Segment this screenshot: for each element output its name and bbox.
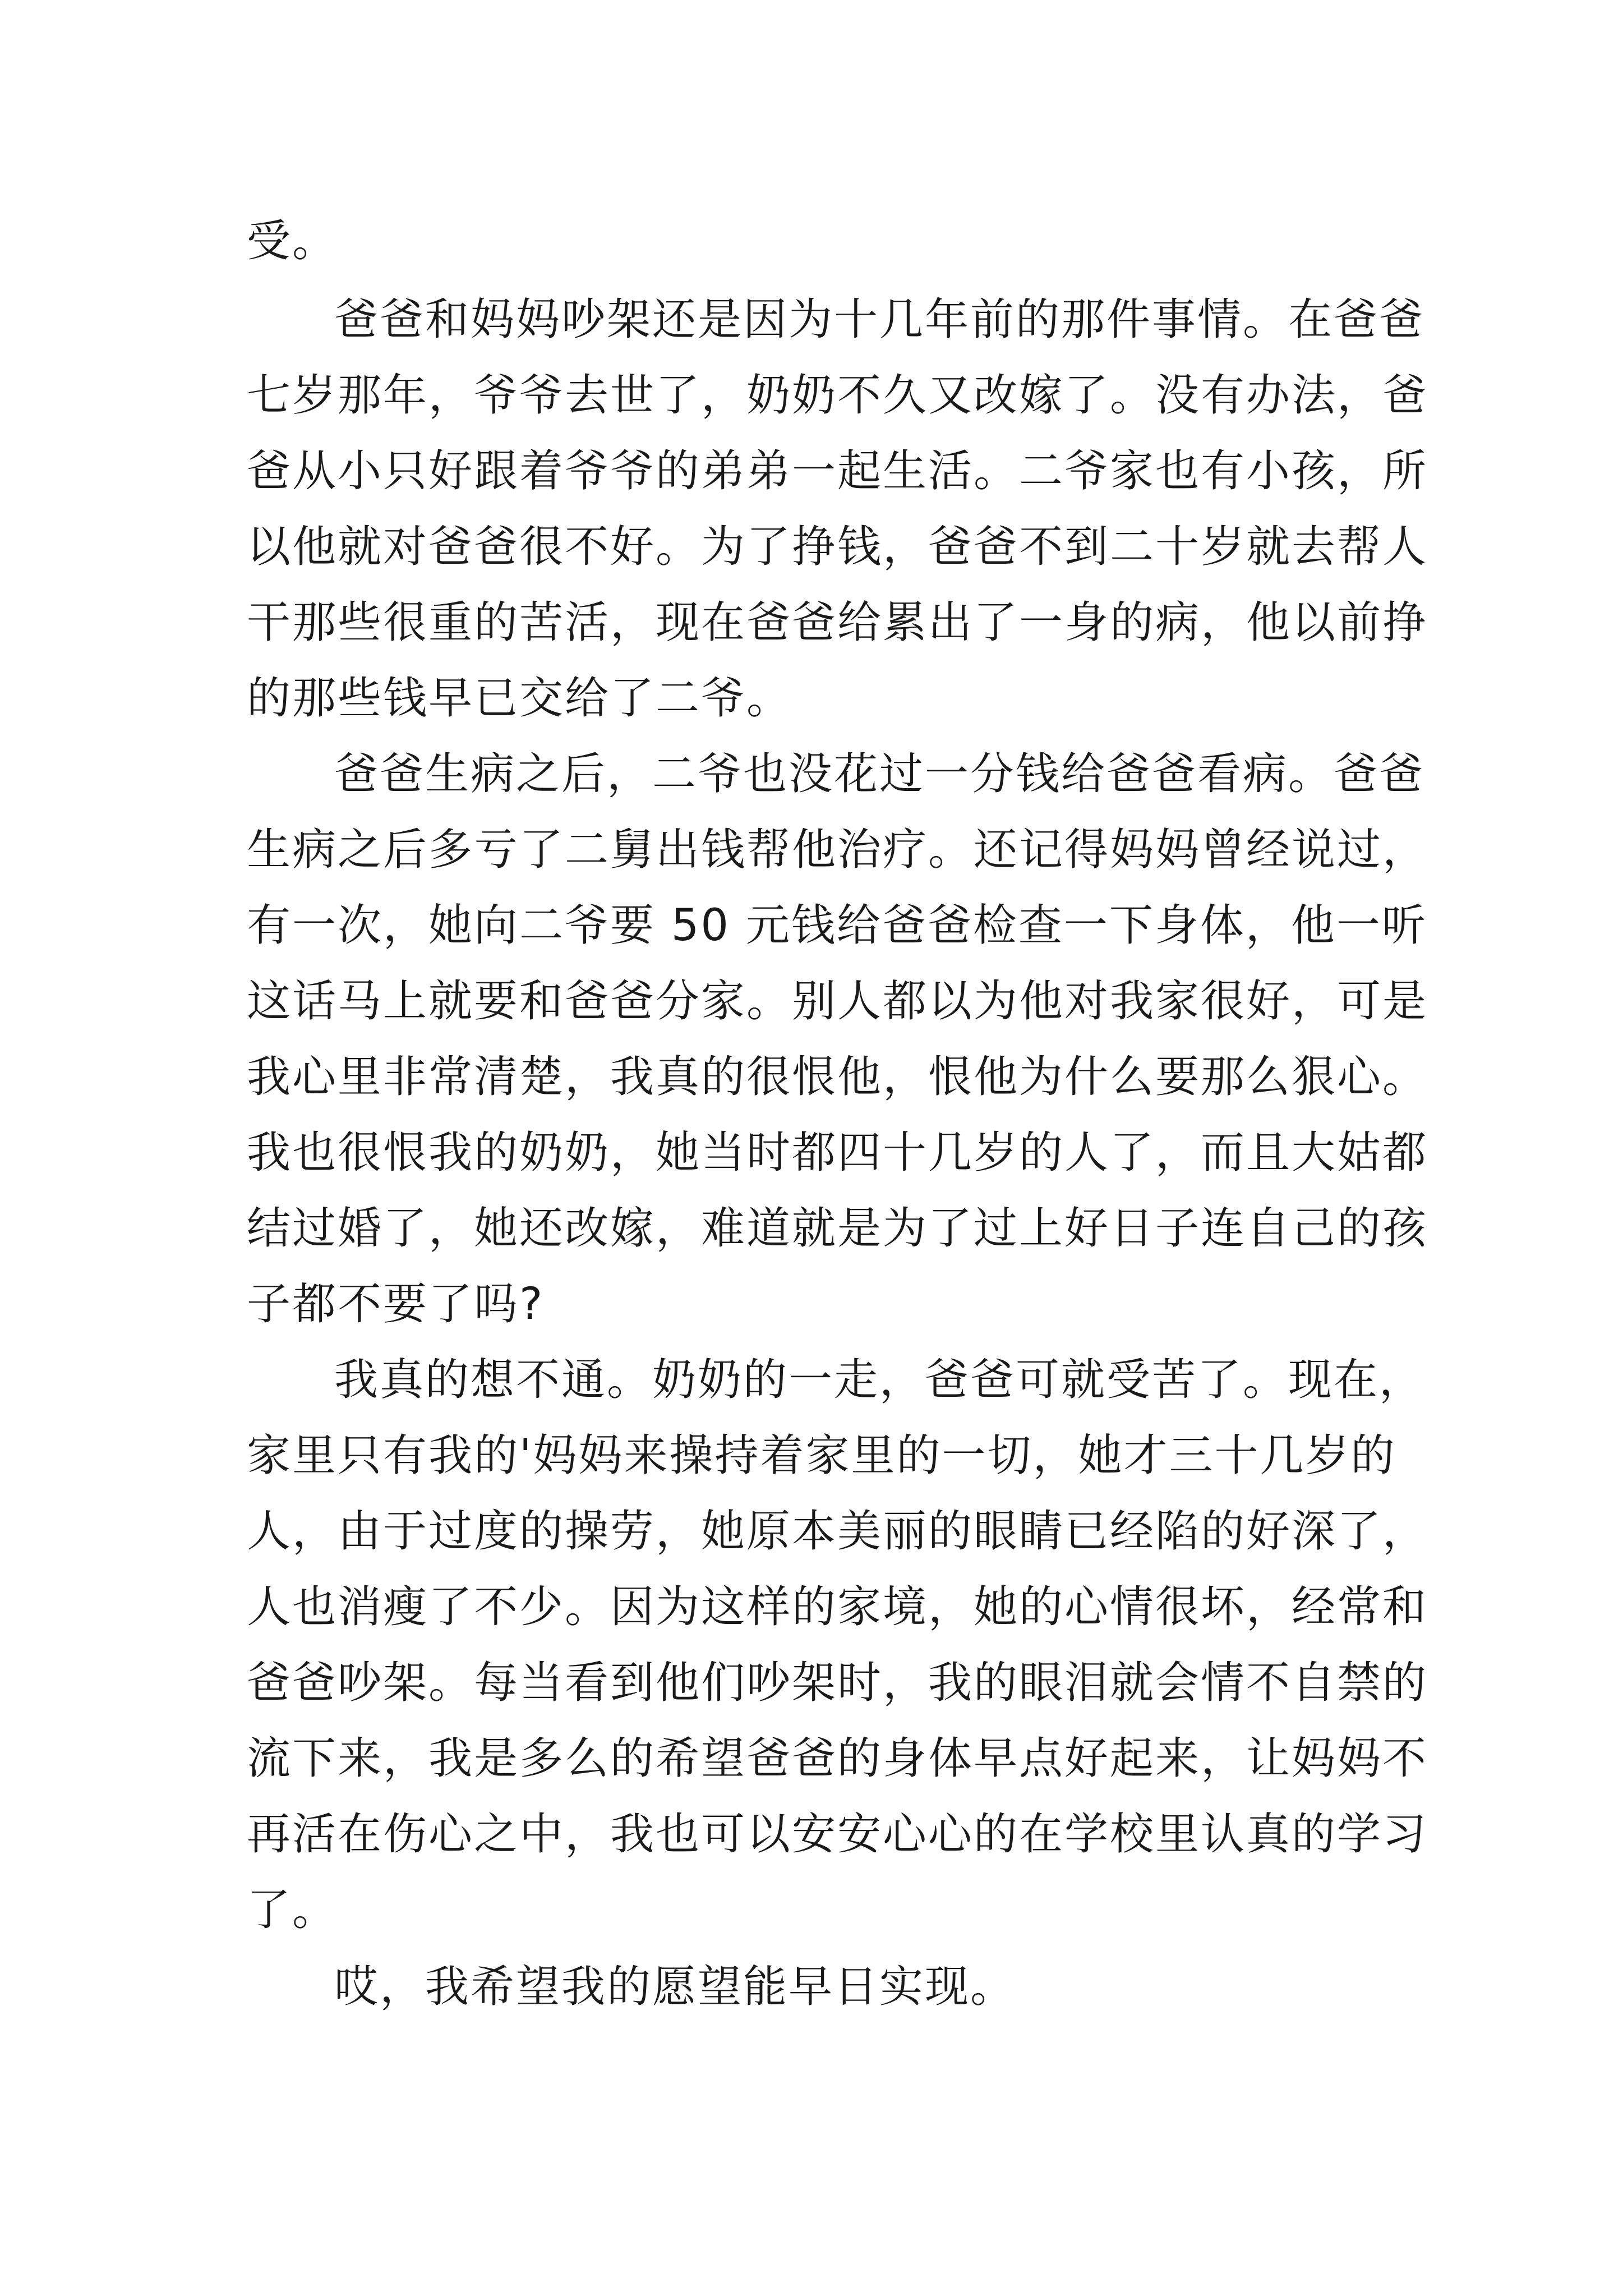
text-line: 再活在伤心之中，我也可以安安心心的在学校里认真的学习 <box>247 1809 1428 1860</box>
paragraph-first-line: 爸爸生病之后，二爷也没花过一分钱给爸爸看病。爸爸 <box>334 749 1425 799</box>
text-line: 我心里非常清楚，我真的很恨他，恨他为什么要那么狠心。 <box>247 1052 1428 1102</box>
text-line: 爸从小只好跟着爷爷的弟弟一起生活。二爷家也有小孩，所 <box>247 446 1428 496</box>
text-line: 流下来，我是多么的希望爸爸的身体早点好起来，让妈妈不 <box>247 1733 1428 1784</box>
text-line: 生病之后多亏了二舅出钱帮他治疗。还记得妈妈曾经说过， <box>247 825 1428 875</box>
paragraph-first-line: 哎，我希望我的愿望能早日实现。 <box>334 1962 1016 2012</box>
text-line: 受。 <box>247 216 338 266</box>
text-line: 有一次，她向二爷要 50 元钱给爸爸检查一下身体，他一听 <box>247 900 1427 951</box>
text-line: 这话马上就要和爸爸分家。别人都以为他对我家很好，可是 <box>247 976 1428 1027</box>
text-line: 子都不要了吗? <box>247 1279 545 1329</box>
paragraph-first-line: 我真的想不通。奶奶的一走，爸爸可就受苦了。现在， <box>334 1355 1425 1405</box>
text-line: 七岁那年，爷爷去世了，奶奶不久又改嫁了。没有办法，爸 <box>247 370 1428 421</box>
text-line: 爸爸吵架。每当看到他们吵架时，我的眼泪就会情不自禁的 <box>247 1658 1428 1708</box>
text-line: 人也消瘦了不少。因为这样的家境，她的心情很坏，经常和 <box>247 1582 1428 1632</box>
text-line: 的那些钱早已交给了二爷。 <box>247 673 792 724</box>
text-line: 人，由于过度的操劳，她原本美丽的眼睛已经陷的好深了， <box>247 1506 1428 1557</box>
text-line: 家里只有我的'妈妈来操持着家里的一切，她才三十几岁的 <box>247 1430 1396 1481</box>
text-line: 了。 <box>247 1885 338 1935</box>
text-line: 干那些很重的苦活，现在爸爸给累出了一身的病，他以前挣 <box>247 597 1428 648</box>
text-line: 我也很恨我的奶奶，她当时都四十几岁的人了，而且大姑都 <box>247 1128 1428 1178</box>
text-line: 结过婚了，她还改嫁，难道就是为了过上好日子连自己的孩 <box>247 1203 1428 1254</box>
paragraph-first-line: 爸爸和妈妈吵架还是因为十几年前的那件事情。在爸爸 <box>334 295 1425 345</box>
text-line: 以他就对爸爸很不好。为了挣钱，爸爸不到二十岁就去帮人 <box>247 522 1428 572</box>
